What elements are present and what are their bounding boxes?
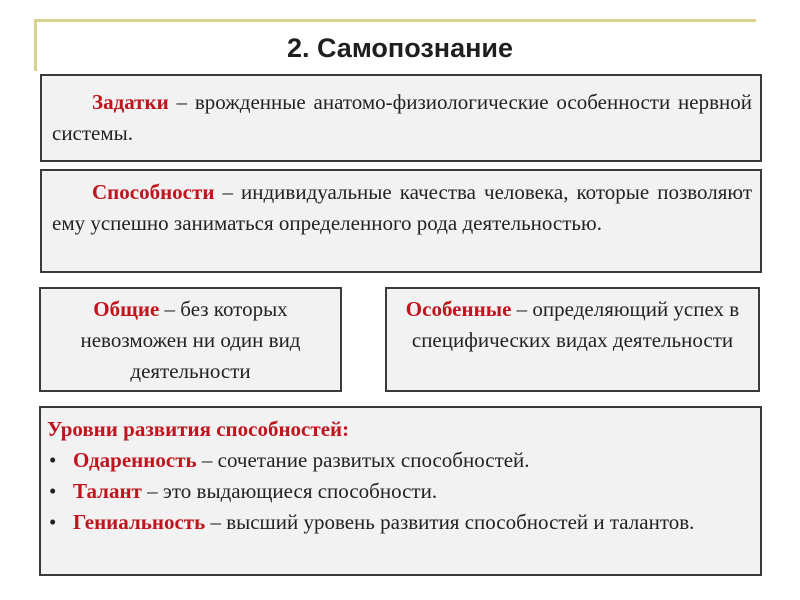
ability-levels-heading: Уровни развития способностей: [47, 417, 350, 441]
ability-levels-list [47, 445, 752, 538]
level-definition: – высший уровень развития способностей и талантов. [205, 510, 695, 534]
level-definition: – сочетание развитых способностей. [196, 448, 530, 472]
sposobnosti-term: Способности [92, 180, 215, 204]
slide-title: 2. Самопознание [286, 33, 514, 63]
sposobnosti-definition: – индивидуальные качества человека, которые позволяют ему успешно заниматься определенного рода деятельностью. [52, 180, 752, 235]
list-item [47, 476, 752, 507]
level-definition: – это выдающиеся способности. [141, 479, 438, 503]
zadatki-term: Задатки [92, 90, 169, 114]
bullet-icon: • [49, 479, 57, 503]
bullet-icon: • [49, 448, 57, 472]
osobennye-term: Особенные [405, 297, 512, 321]
sposobnosti-definition-box [40, 169, 762, 273]
level-term: Одаренность [73, 448, 197, 472]
ability-levels-box [39, 406, 762, 576]
bullet-icon: • [49, 510, 57, 534]
list-item [47, 445, 752, 476]
obshchie-definition: – без которых невозможен ни один вид деятельности [80, 297, 301, 383]
osobennye-definition: – определяющий успех в специфических видах деятельности [411, 297, 740, 352]
obshchie-definition-box [39, 287, 342, 392]
decorative-top-line [34, 19, 756, 22]
level-term: Талант [73, 479, 142, 503]
level-term: Гениальность [73, 510, 206, 534]
osobennye-definition-box [385, 287, 760, 392]
zadatki-definition-box [40, 74, 762, 162]
obshchie-term: Общие [93, 297, 160, 321]
list-item [47, 507, 752, 538]
zadatki-definition: – врожденные анатомо-физиологические особенности нервной системы. [52, 90, 752, 145]
